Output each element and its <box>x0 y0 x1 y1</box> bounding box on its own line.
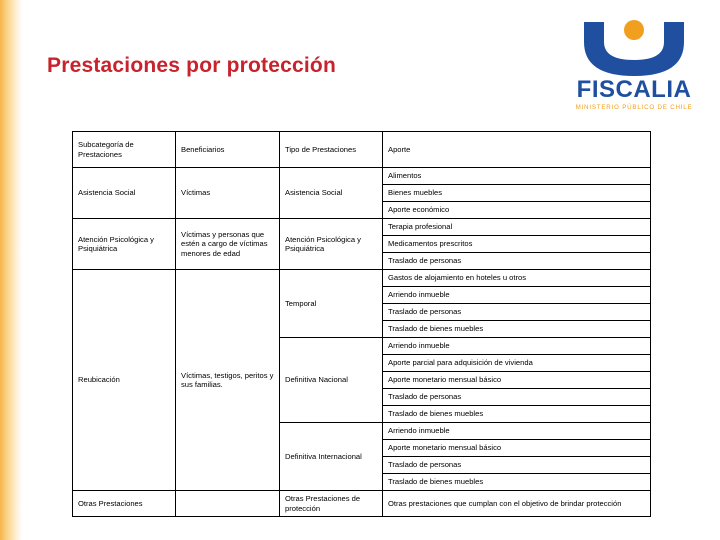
logo-wordmark: FISCALIA <box>576 76 692 103</box>
type-cell: Definitiva Nacional <box>280 338 383 423</box>
header-aporte: Aporte <box>383 132 651 168</box>
aporte-cell: Alimentos <box>383 168 651 185</box>
aporte-cell: Aporte monetario mensual básico <box>383 372 651 389</box>
subcategory-cell: Atención Psicológica y Psiquiátrica <box>73 219 176 270</box>
aporte-cell: Traslado de personas <box>383 389 651 406</box>
decorative-side-bar <box>0 0 22 540</box>
type-cell: Atención Psicológica y Psiquiátrica <box>280 219 383 270</box>
beneficiaries-cell: Víctimas <box>176 168 280 219</box>
aporte-cell: Terapia profesional <box>383 219 651 236</box>
fiscalia-logo <box>556 18 712 114</box>
aporte-cell: Traslado de bienes muebles <box>383 321 651 338</box>
table-row <box>73 491 651 517</box>
aporte-cell: Traslado de bienes muebles <box>383 474 651 491</box>
type-cell: Otras Prestaciones de protección <box>280 491 383 517</box>
aporte-cell: Arriendo inmueble <box>383 423 651 440</box>
header-tipo: Tipo de Prestaciones <box>280 132 383 168</box>
subcategory-cell: Asistencia Social <box>73 168 176 219</box>
aporte-cell: Traslado de personas <box>383 304 651 321</box>
header-subcategoria: Subcategoría de Prestaciones <box>73 132 176 168</box>
aporte-cell: Aporte económico <box>383 202 651 219</box>
aporte-cell: Arriendo inmueble <box>383 287 651 304</box>
aporte-cell: Medicamentos prescritos <box>383 236 651 253</box>
aporte-cell: Bienes muebles <box>383 185 651 202</box>
subcategory-cell: Otras Prestaciones <box>73 491 176 517</box>
table-row <box>73 219 651 236</box>
fiscalia-emblem-icon <box>574 18 694 78</box>
aporte-cell: Arriendo inmueble <box>383 338 651 355</box>
table-row <box>73 270 651 287</box>
aporte-cell: Aporte parcial para adquisición de vivienda <box>383 355 651 372</box>
beneficiaries-cell: Víctimas y personas que estén a cargo de víctimas menores de edad <box>176 219 280 270</box>
aporte-cell: Otras prestaciones que cumplan con el objetivo de brindar protección <box>383 491 651 517</box>
aporte-cell: Gastos de alojamiento en hoteles u otros <box>383 270 651 287</box>
type-cell: Definitiva Internacional <box>280 423 383 491</box>
table-row <box>73 168 651 185</box>
aporte-cell: Traslado de personas <box>383 253 651 270</box>
subcategory-cell: Reubicación <box>73 270 176 491</box>
aporte-cell: Traslado de personas <box>383 457 651 474</box>
header-beneficiarios: Beneficiarios <box>176 132 280 168</box>
logo-subtitle: MINISTERIO PÚBLICO DE CHILE <box>575 104 693 111</box>
slide-title: Prestaciones por protección <box>47 54 336 77</box>
aporte-cell: Traslado de bienes muebles <box>383 406 651 423</box>
type-cell: Temporal <box>280 270 383 338</box>
type-cell: Asistencia Social <box>280 168 383 219</box>
beneficiaries-cell <box>176 491 280 517</box>
table-header-row <box>73 132 651 168</box>
beneficiaries-cell: Víctimas, testigos, peritos y sus familias. <box>176 270 280 491</box>
prestaciones-table <box>72 131 651 517</box>
aporte-cell: Aporte monetario mensual básico <box>383 440 651 457</box>
